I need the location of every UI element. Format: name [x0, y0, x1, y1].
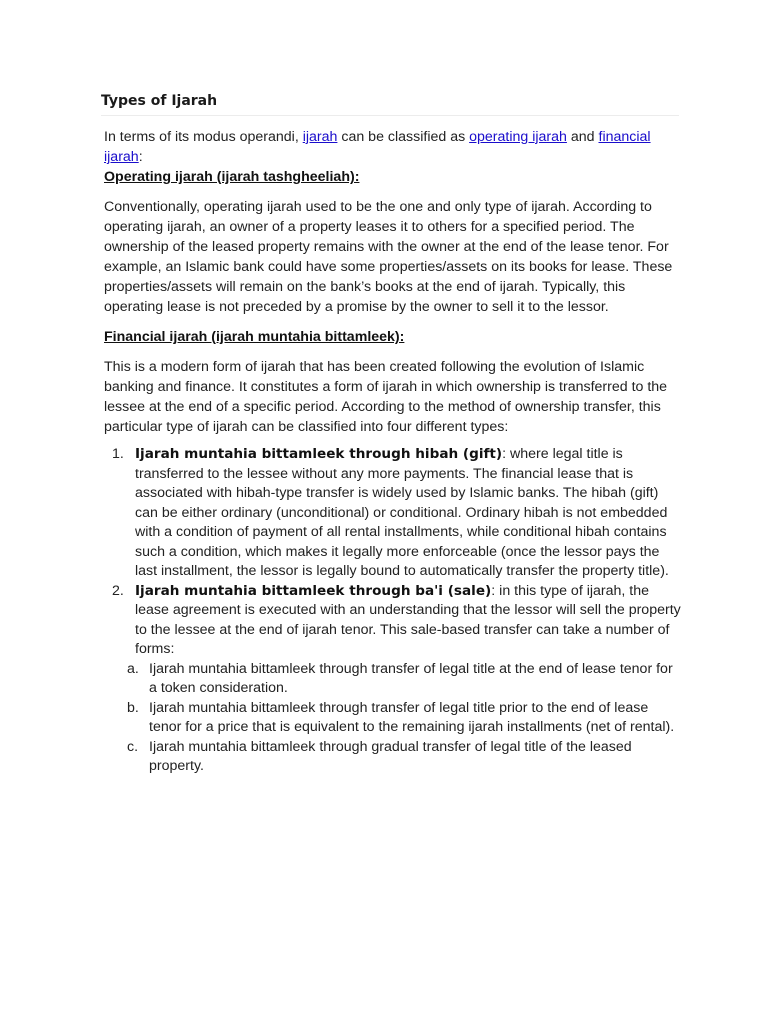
- sub-list-item: [104, 660, 684, 699]
- page-title: Types of Ijarah: [101, 93, 218, 109]
- operating-ijarah-paragraph: Conventionally, operating ijarah used to be the one and only type of ijarah. According to operating ijarah, an owner of a property leases it to others for a specified period. The ownership of the leased property remains with the owner at the end of the lease tenor. For example, an Islamic bank could have some properties/assets on its books for lease. These properties/assets will remain on the bank’s books at the end of ijarah. Typically, this operating lease is not preceded by a promise by the owner to sell it to the lessor.: [104, 199, 673, 315]
- intro-text-start: In terms of its modus operandi,: [104, 129, 303, 145]
- list-item: [104, 582, 684, 777]
- intro-text-middle: can be classified as: [337, 129, 470, 145]
- list-item-lead: Ijarah muntahia bittamleek through ba'i (sale): [135, 582, 492, 599]
- financial-ijarah-paragraph: This is a modern form of ijarah that has been created following the evolution of Islamic banking and finance. It constitutes a form of ijarah in which ownership is transferred to the lessee at the end of a specific period. According to the method of ownership transfer, this particular type of ijarah can be classified into four different types:: [104, 359, 668, 435]
- sub-list-item: [104, 699, 684, 738]
- list-marker: 2.: [112, 582, 124, 599]
- document-body: [104, 127, 684, 777]
- sub-list-marker: a.: [127, 660, 139, 677]
- sub-list-marker: b.: [127, 699, 139, 716]
- ijarah-link[interactable]: ijarah: [302, 129, 338, 145]
- list-item-lead: Ijarah muntahia bittamleek through hibah (gift): [135, 446, 503, 462]
- intro-text-end: :: [138, 149, 143, 165]
- intro-paragraph: [104, 127, 684, 167]
- sub-list-text: Ijarah muntahia bittamleek through transfer of legal title at the end of lease tenor for a token consideration.: [149, 660, 673, 696]
- sub-list-marker: c.: [127, 738, 139, 755]
- list-marker: 1.: [112, 446, 124, 462]
- list-item: [104, 445, 684, 582]
- operating-ijarah-heading: Operating ijarah (ijarah tashgheeliah):: [104, 169, 360, 185]
- ijarah-types-list: [104, 445, 684, 777]
- list-item-text: : where legal title is transferred to the lessee without any more payments. The financial lease that is associated with hibah-type transfer is widely used by Islamic banks. The hibah (gift) can be either ordinary (unconditional) or conditional. Ordinary hibah is not embedded with a condition of payment of all rental installments, while conditional hibah contains such a condition, which makes it legally more enforceable (once the lessor pays the last installment, the lessor is legally bound to automatically transfer the property title).: [135, 446, 669, 579]
- financial-ijarah-link[interactable]: financial ijarah: [104, 129, 651, 165]
- list-item-text: : in this type of ijarah, the lease agreement is executed with an understanding that the lessor will sell the property to the lessee at the end of ijarah tenor. This sale-based transfer can take a number of forms:: [135, 582, 681, 657]
- operating-ijarah-link[interactable]: operating ijarah: [469, 129, 567, 145]
- sale-forms-list: [104, 660, 684, 777]
- sub-list-item: [104, 738, 684, 777]
- financial-ijarah-heading: Financial ijarah (ijarah muntahia bittamleek):: [104, 329, 405, 345]
- intro-text-and: and: [566, 129, 599, 145]
- title-divider: [101, 115, 679, 116]
- sub-list-text: Ijarah muntahia bittamleek through transfer of legal title prior to the end of lease tenor for a price that is equivalent to the remaining ijarah installments (net of rental).: [149, 699, 675, 735]
- sub-list-text: Ijarah muntahia bittamleek through gradual transfer of legal title of the leased property.: [149, 738, 632, 774]
